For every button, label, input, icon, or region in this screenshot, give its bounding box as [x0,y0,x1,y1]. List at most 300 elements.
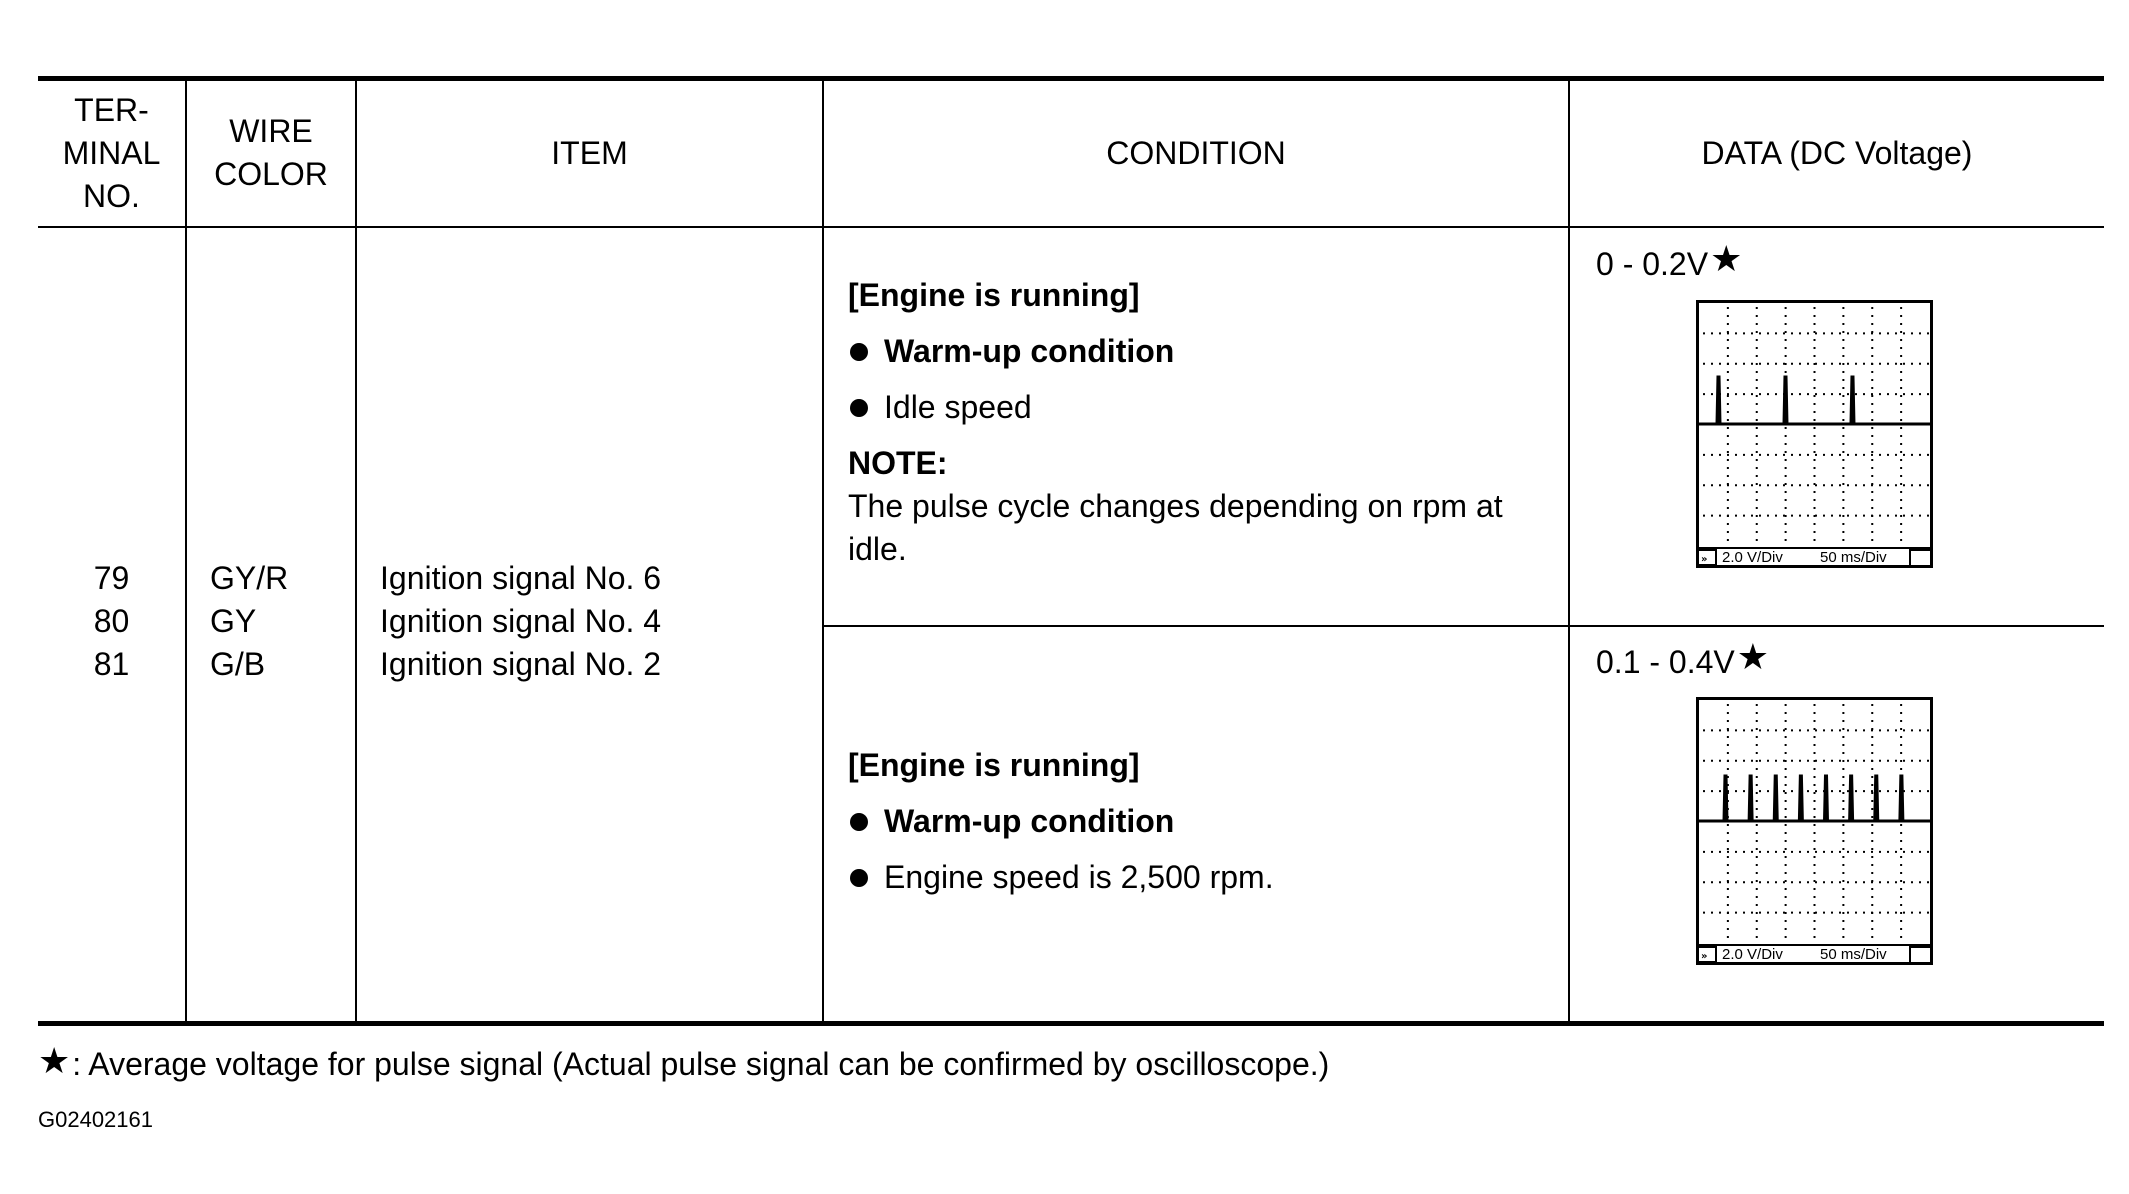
grid-dot [1903,332,1905,334]
grid-dot [1814,704,1816,706]
bullet-text: Engine speed is 2,500 rpm. [884,859,1274,895]
grid-dot [1814,896,1816,898]
grid-dot [1799,760,1801,762]
grid-dot [1815,760,1817,762]
grid-dot [1871,936,1873,938]
grid-dot [1711,912,1713,914]
grid-dot [1727,355,1729,357]
grid-dot [1756,315,1758,317]
grid-dot [1767,393,1769,395]
grid-dot [1814,387,1816,389]
grid-dot [1751,515,1753,517]
grid-dot [1711,515,1713,517]
grid-dot [1719,454,1721,456]
grid-dot [1842,824,1844,826]
header-condition [824,80,1568,226]
grid-dot [1900,347,1902,349]
grid-dot [1871,840,1873,842]
grid-dot [1842,363,1844,365]
grid-dot [1785,347,1787,349]
grid-dot [1785,888,1787,890]
grid-dot [1743,790,1745,792]
grid-dot [1900,880,1902,882]
grid-dot [1871,768,1873,770]
grid-dot [1842,483,1844,485]
grid-dot [1791,851,1793,853]
grid-dot [1842,531,1844,533]
grid-dot [1756,896,1758,898]
grid-dot [1735,515,1737,517]
grid-dot [1863,515,1865,517]
star-icon: ★ [38,1039,71,1081]
grid-dot [1711,454,1713,456]
grid-dot [1727,435,1729,437]
grid-dot [1847,363,1849,365]
grid-dot [1775,393,1777,395]
grid-dot [1900,379,1902,381]
grid-dot [1785,704,1787,706]
grid-dot [1711,790,1713,792]
grid-dot [1842,712,1844,714]
grid-dot [1727,419,1729,421]
grid-dot [1842,491,1844,493]
grid-dot [1783,332,1785,334]
grid-dot [1911,393,1913,395]
grid-dot [1815,912,1817,914]
grid-dot [1785,355,1787,357]
grid-dot [1814,339,1816,341]
grid-dot [1719,760,1721,762]
grid-dot [1727,729,1729,731]
grid-dot [1839,515,1841,517]
condition-bullet [848,386,1568,429]
grid-dot [1799,912,1801,914]
grid-dot [1785,467,1787,469]
voltage-range: 0.1 - 0.4V [1596,644,1735,680]
grid-dot [1759,332,1761,334]
grid-dot [1727,379,1729,381]
grid-dot [1895,515,1897,517]
grid-dot [1831,515,1833,517]
grid-dot [1727,832,1729,834]
grid-dot [1791,484,1793,486]
grid-dot [1871,920,1873,922]
grid-dot [1727,840,1729,842]
grid-dot [1871,323,1873,325]
grid-dot [1842,752,1844,754]
grid-dot [1842,443,1844,445]
grid-dot [1756,840,1758,842]
header-condition-label: CONDITION [1106,134,1286,171]
grid-dot [1703,881,1705,883]
grid-dot [1842,760,1844,762]
item-name: Ignition signal No. 2 [380,646,662,682]
grid-dot [1791,881,1793,883]
grid-dot [1814,776,1816,778]
grid-dot [1900,523,1902,525]
grid-dot [1814,499,1816,501]
grid-dot [1879,393,1881,395]
grid-dot [1727,912,1729,914]
grid-dot [1895,332,1897,334]
grid-dot [1847,790,1849,792]
grid-dot [1785,928,1787,930]
grid-dot [1879,332,1881,334]
grid-dot [1711,484,1713,486]
grid-dot [1711,332,1713,334]
grid-dot [1900,856,1902,858]
item-name: Ignition signal No. 4 [380,603,662,639]
grid-dot [1831,363,1833,365]
grid-dot [1814,784,1816,786]
grid-dot [1783,881,1785,883]
header-data [1570,80,2104,226]
grid-dot [1831,393,1833,395]
grid-dot [1900,443,1902,445]
grid-dot [1855,515,1857,517]
grid-dot [1900,339,1902,341]
grid-dot [1814,808,1816,810]
grid-dot [1783,729,1785,731]
grid-dot [1871,752,1873,754]
grid-dot [1900,760,1902,762]
grid-dot [1911,363,1913,365]
oscilloscope-waveform-2500rpm [1696,697,1941,969]
grid-dot [1814,832,1816,834]
pulse-spike [1723,775,1728,821]
ff-arrows: » [1701,951,1708,962]
grid-dot [1785,920,1787,922]
grid-dot [1735,760,1737,762]
grid-dot [1900,483,1902,485]
grid-dot [1799,881,1801,883]
header-data-label: DATA (DC Voltage) [1701,134,1973,171]
grid-dot [1900,904,1902,906]
grid-dot [1785,307,1787,309]
grid-dot [1900,427,1902,429]
grid-dot [1814,872,1816,874]
grid-dot [1735,454,1737,456]
grid-dot [1756,363,1758,365]
grid-dot [1807,363,1809,365]
grid-dot [1814,427,1816,429]
grid-dot [1842,323,1844,325]
grid-dot [1871,864,1873,866]
grid-dot [1863,851,1865,853]
grid-dot [1727,491,1729,493]
grid-dot [1775,515,1777,517]
grid-dot [1871,896,1873,898]
grid-dot [1900,307,1902,309]
grid-dot [1871,712,1873,714]
grid-dot [1814,451,1816,453]
grid-dot [1756,331,1758,333]
grid-dot [1839,332,1841,334]
grid-dot [1911,851,1913,853]
grid-dot [1911,515,1913,517]
grid-dot [1815,851,1817,853]
grid-dot [1756,467,1758,469]
grid-dot [1823,515,1825,517]
grid-dot [1842,872,1844,874]
grid-dot [1815,393,1817,395]
grid-dot [1871,395,1873,397]
grid-dot [1842,848,1844,850]
data-value-2500rpm [1596,635,1770,684]
grid-dot [1842,411,1844,413]
grid-dot [1900,499,1902,501]
grid-dot [1785,848,1787,850]
grid-dot [1743,454,1745,456]
grid-dot [1807,912,1809,914]
grid-dot [1814,720,1816,722]
grid-dot [1756,824,1758,826]
grid-dot [1903,454,1905,456]
grid-dot [1842,371,1844,373]
grid-dot [1842,403,1844,405]
grid-dot [1900,872,1902,874]
grid-dot [1814,736,1816,738]
grid-dot [1719,729,1721,731]
grid-dot [1831,912,1833,914]
grid-dot [1847,393,1849,395]
grid-dot [1703,332,1705,334]
grid-dot [1903,393,1905,395]
grid-dot [1785,499,1787,501]
grid-dot [1871,888,1873,890]
grid-dot [1815,790,1817,792]
grid-dot [1756,776,1758,778]
grid-dot [1871,419,1873,421]
grid-dot [1842,539,1844,541]
ff-arrows: » [1701,554,1708,565]
grid-dot [1727,484,1729,486]
grid-dot [1814,315,1816,317]
grid-dot [1759,881,1761,883]
grid-dot [1785,808,1787,810]
grid-dot [1807,515,1809,517]
grid-dot [1900,459,1902,461]
condition-bullet [848,856,1568,899]
grid-dot [1814,443,1816,445]
grid-dot [1814,507,1816,509]
grid-dot [1719,484,1721,486]
grid-dot [1814,928,1816,930]
grid-dot [1775,851,1777,853]
grid-dot [1842,800,1844,802]
grid-dot [1871,704,1873,706]
grid-dot [1727,499,1729,501]
grid-dot [1842,475,1844,477]
grid-dot [1799,515,1801,517]
grid-dot [1759,760,1761,762]
grid-dot [1887,363,1889,365]
grid-dot [1900,515,1902,517]
grid-dot [1751,393,1753,395]
grid-dot [1900,331,1902,333]
grid-dot [1814,904,1816,906]
grid-dot [1783,363,1785,365]
grid-dot [1727,712,1729,714]
grid-dot [1895,881,1897,883]
grid-dot [1814,379,1816,381]
grid-dot [1814,395,1816,397]
grid-dot [1735,881,1737,883]
grid-dot [1785,539,1787,541]
grid-dot [1785,840,1787,842]
condition-bullet [848,800,1568,843]
grid-dot [1879,790,1881,792]
grid-dot [1879,912,1881,914]
grid-dot [1756,848,1758,850]
grid-dot [1719,912,1721,914]
grid-dot [1900,840,1902,842]
grid-dot [1751,484,1753,486]
grid-dot [1900,491,1902,493]
grid-dot [1842,736,1844,738]
grid-dot [1799,851,1801,853]
grid-dot [1756,307,1758,309]
grid-dot [1756,443,1758,445]
grid-dot [1863,790,1865,792]
grid-dot [1703,729,1705,731]
grid-dot [1767,332,1769,334]
grid-dot [1727,881,1729,883]
grid-dot [1727,363,1729,365]
grid-dot [1842,880,1844,882]
grid-dot [1785,864,1787,866]
grid-dot [1871,507,1873,509]
grid-dot [1727,347,1729,349]
grid-dot [1871,928,1873,930]
grid-dot [1814,792,1816,794]
grid-dot [1756,435,1758,437]
header-terminal-line: TER- [74,91,149,128]
grid-dot [1855,851,1857,853]
grid-dot [1842,808,1844,810]
grid-dot [1727,475,1729,477]
grid-dot [1814,531,1816,533]
grid-dot [1756,387,1758,389]
grid-dot [1823,484,1825,486]
grid-dot [1799,484,1801,486]
grid-dot [1842,507,1844,509]
grid-dot [1900,896,1902,898]
grid-dot [1927,454,1929,456]
grid-dot [1900,387,1902,389]
grid-dot [1900,475,1902,477]
grid-dot [1743,484,1745,486]
grid-dot [1727,888,1729,890]
grid-dot [1842,728,1844,730]
grid-dot [1814,403,1816,405]
grid-dot [1871,403,1873,405]
grid-dot [1814,371,1816,373]
grid-dot [1727,720,1729,722]
grid-dot [1871,459,1873,461]
grid-dot [1900,507,1902,509]
grid-dot [1727,323,1729,325]
grid-dot [1743,729,1745,731]
grid-dot [1756,712,1758,714]
grid-dot [1767,790,1769,792]
grid-dot [1871,339,1873,341]
grid-dot [1711,760,1713,762]
grid-dot [1831,332,1833,334]
grid-dot [1871,848,1873,850]
grid-dot [1895,760,1897,762]
grid-dot [1756,800,1758,802]
grid-dot [1927,851,1929,853]
grid-dot [1759,851,1761,853]
grid-dot [1887,484,1889,486]
grid-dot [1703,515,1705,517]
grid-dot [1814,347,1816,349]
grid-dot [1839,851,1841,853]
scope-corner-box [1910,947,1931,963]
grid-dot [1842,928,1844,930]
grid-dot [1727,824,1729,826]
grid-dot [1919,729,1921,731]
grid-dot [1855,393,1857,395]
header-item-label: ITEM [551,134,628,171]
grid-dot [1785,744,1787,746]
grid-dot [1895,454,1897,456]
grid-dot [1756,744,1758,746]
grid-dot [1791,515,1793,517]
grid-dot [1903,760,1905,762]
grid-dot [1871,720,1873,722]
grid-dot [1814,768,1816,770]
grid-dot [1855,363,1857,365]
grid-dot [1842,704,1844,706]
grid-dot [1756,912,1758,914]
grid-dot [1727,387,1729,389]
grid-dot [1759,393,1761,395]
grid-dot [1900,315,1902,317]
grid-dot [1735,393,1737,395]
grid-dot [1711,851,1713,853]
grid-dot [1895,393,1897,395]
grid-dot [1871,393,1873,395]
grid-dot [1887,760,1889,762]
grid-dot [1756,459,1758,461]
grid-dot [1767,363,1769,365]
grid-dot [1831,790,1833,792]
grid-dot [1871,411,1873,413]
grid-dot [1927,515,1929,517]
scope-pulses [1716,376,1855,424]
grid-dot [1751,454,1753,456]
grid-dot [1756,379,1758,381]
grid-dot [1756,491,1758,493]
grid-dot [1807,851,1809,853]
grid-dot [1839,363,1841,365]
bullet-text: Idle speed [884,389,1032,425]
grid-dot [1783,912,1785,914]
grid-dot [1756,451,1758,453]
grid-dot [1711,393,1713,395]
grid-dot [1807,881,1809,883]
grid-dot [1900,936,1902,938]
grid-dot [1727,539,1729,541]
grid-dot [1756,928,1758,930]
grid-dot [1799,332,1801,334]
grid-dot [1756,323,1758,325]
grid-dot [1785,768,1787,770]
grid-dot [1775,912,1777,914]
condition-title: [Engine is running] [848,277,1140,313]
